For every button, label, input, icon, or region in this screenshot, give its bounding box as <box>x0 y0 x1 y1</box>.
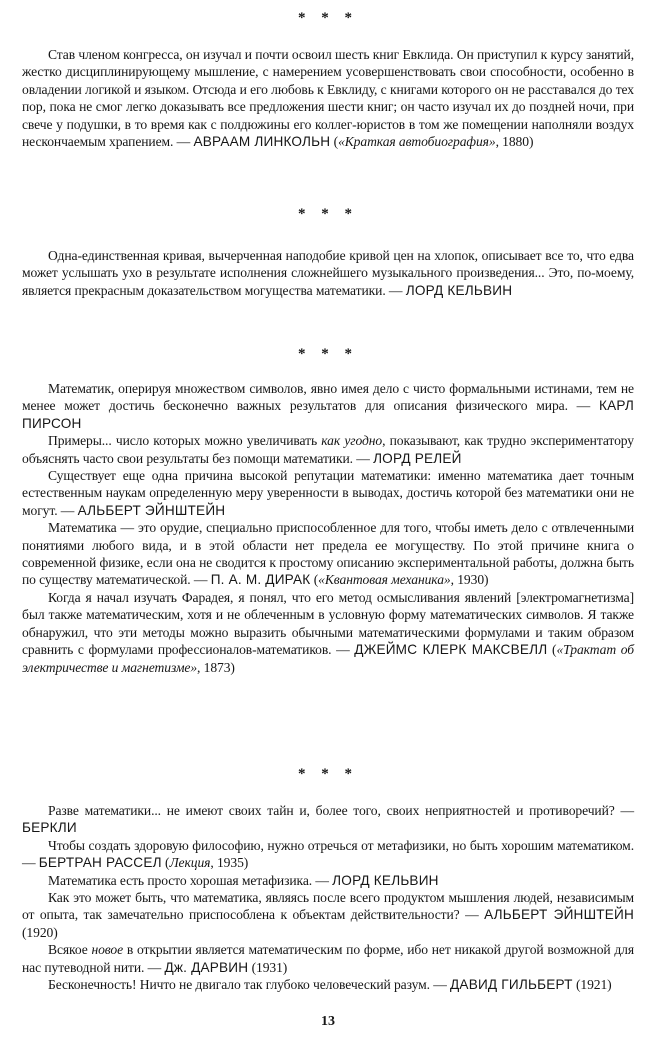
quote-source: Лекция <box>169 855 211 871</box>
quote-author: ЛОРД КЕЛЬВИН <box>405 282 513 298</box>
quote-text: Бесконечность! Ничто не двигало так глубоко человеческий разум. — <box>48 977 451 993</box>
quote-text: Разве математики... не имеют своих тайн и, более того, своих неприятностей и противоречий? — <box>48 803 634 818</box>
quote-section-metaphysics <box>22 802 634 993</box>
quote-author: АЛЬБЕРТ ЭЙНШТЕЙН <box>484 907 634 923</box>
quote-text: Когда я начал изучать Фарадея, я понял, что его метод осмысливания явлений [электромагнетизма] был также математическим, хотя и не облеченным в условную форму математических символов. Я также обнаружил, что эти методы можно выразить обычными математическими формулами и таким образом сравнить с формулами профессионалов-математиков. — <box>22 589 634 658</box>
section-separator: * * * <box>298 766 358 782</box>
quote-section-mathematics <box>22 380 634 676</box>
quote-author: Дж. ДАРВИН <box>164 959 249 975</box>
quote-text: Примеры... число которых можно увеличивать <box>48 433 322 449</box>
page-number: 13 <box>321 1014 335 1029</box>
quote-source: «Краткая автобиография» <box>338 134 496 150</box>
page <box>22 0 634 1052</box>
quote-paragraph: Как это может быть, что математика, являясь после всего продуктом мышления людей, независимым от опыта, так замечательно приспособлена к объектам действительности? — АЛЬБЕРТ ЭЙНШТЕЙН (1920) <box>22 890 634 940</box>
quote-section-lincoln <box>22 46 634 150</box>
quote-paragraph <box>22 432 634 467</box>
quote-emphasis: как угодно <box>321 433 383 449</box>
quote-paragraph: Став членом конгресса, он изучал и почти освоил шесть книг Евклида. Он приступил к курсу занятий, жестко дисциплинирующему мышление, с намерением усовершенствовать свои способности, особенно в овладении логикой и языком. Отсюда и его любовь к Евклиду, с книгами которого он не расставался до тех пор, пока не смог легко доказывать все предложения шести книг; он часто изучал их до поздней ночи, при свече у подушки, в то время как с полдюжины его коллег-юристов в том же помещении наполняли воздух нескончаемым храпением. — АВРААМ ЛИНКОЛЬН («Краткая автобиография», 1880) <box>22 47 634 150</box>
quote-paragraph <box>22 247 634 299</box>
section-separator: * * * <box>298 10 358 26</box>
quote-paragraph <box>22 872 634 889</box>
quote-author: БЕРКЛИ <box>22 820 77 836</box>
quote-text: Как это может быть, что математика, являясь после всего продуктом мышления людей, независимым от опыта, так замечательно приспособлена к объектам действительности? — <box>22 890 634 923</box>
quote-author: КАРЛ ПИРСОН <box>22 398 634 431</box>
quote-text: , показывают, как трудно экспериментатору объяснять часто свои результаты без помощи математики. — <box>22 433 635 466</box>
quote-source: «Трактат об электричестве и магнетизме» <box>22 642 634 675</box>
section-separator: * * * <box>298 346 358 362</box>
quote-text: Одна-единственная кривая, вычерченная наподобие кривой цен на хлопок, описывает все то, что едва может услышать ухо в результате исполнения сложнейшего музыкального произведения... Это, по-моему, является прекрасным доказательством могущества математики. — <box>22 248 634 298</box>
quote-author: ЛОРД КЕЛЬВИН <box>332 872 439 888</box>
quote-author: АВРААМ ЛИНКОЛЬН <box>193 134 331 150</box>
quote-text: в открытии является математическим по форме, ибо нет никакой другой возможной для нас путеводной нити. — <box>22 942 635 975</box>
quote-text: Став членом конгресса, он изучал и почти освоил шесть книг Евклида. Он приступил к курсу занятий, жестко дисциплинирующему мышление, с намерением усовершенствовать свои способности, особенно в овладении логикой и языком. Отсюда и его любовь к Евклиду, с книгами которого он не расставался до тех пор, пока не смог легко доказывать все предложения шести книг; он часто изучал их до поздней ночи, при свече у подушки, в то время как с полдюжины его коллег-юристов в том же помещении наполняли воздух нескончаемым храпением. — <box>22 47 634 150</box>
quote-paragraph: Бесконечность! Ничто не двигало так глубоко человеческий разум. — ДАВИД ГИЛЬБЕРТ (1921) <box>48 977 612 993</box>
quote-section-kelvin <box>22 247 634 299</box>
quote-text: Математика есть просто хорошая метафизика. — <box>48 872 333 888</box>
quote-text: Математика — это орудие, специально приспособленное для того, чтобы иметь дело с отвлеченными понятиями любого вида, и в этой области нет предела ее могуществу. По этой причине книга о современной физике, если она не сводится к простому описанию экспериментальной работы, должна быть по существу математической. — <box>22 520 634 588</box>
quote-emphasis: новое <box>91 942 124 958</box>
quote-source: «Квантовая механика» <box>318 572 451 588</box>
quote-paragraph <box>22 802 634 837</box>
quote-text: Чтобы создать здоровую философию, нужно отречься от метафизики, но быть хорошим математиком. — <box>22 837 634 871</box>
quote-paragraph <box>22 467 634 519</box>
quote-author: ЛОРД РЕЛЕЙ <box>373 450 462 466</box>
quote-text: Математик, оперируя множеством символов, явно имея дело с чисто формальными истинами, тем не менее может достичь бесконечно важных результатов для описания физического мира. — <box>22 381 634 414</box>
quote-author: П. А. М. ДИРАК <box>210 572 311 588</box>
quote-text: Существует еще одна причина высокой репутации математики: именно математика дает точным естественным наукам определенную меру уверенности в выводах, достичь которой без математики они не могут. — <box>22 468 634 518</box>
quote-paragraph: Всякое новое в открытии является математическим по форме, ибо нет никакой другой возможной для нас путеводной нити. — Дж. ДАРВИН (1931) <box>22 942 635 975</box>
quote-paragraph: Математика — это орудие, специально приспособленное для того, чтобы иметь дело с отвлеченными понятиями любого вида, и в этой области нет предела ее могуществу. По этой причине книга о современной физике, если она не сводится к простому описанию экспериментальной работы, должна быть по существу математической. — П. А. М. ДИРАК («Квантовая механика», 1930) <box>22 520 634 588</box>
quote-paragraph: Чтобы создать здоровую философию, нужно отречься от метафизики, но быть хорошим математиком. — БЕРТРАН РАССЕЛ (Лекция, 1935) <box>22 837 634 871</box>
section-separator: * * * <box>298 206 358 222</box>
quote-paragraph <box>22 380 634 432</box>
quote-author: ДЖЕЙМС КЛЕРК МАКСВЕЛЛ <box>354 642 548 658</box>
quote-author: АЛЬБЕРТ ЭЙНШТЕЙН <box>77 502 226 518</box>
quote-author: ДАВИД ГИЛЬБЕРТ <box>450 977 573 993</box>
quote-author: БЕРТРАН РАССЕЛ <box>38 855 162 871</box>
quote-paragraph: Когда я начал изучать Фарадея, я понял, что его метод осмысливания явлений [электромагнетизма] был также математическим, хотя и не облеченным в условную форму математических символов. Я также обнаружил, что эти методы можно выразить обычными математическими формулами и таким образом сравнить с формулами профессионалов-математиков. — ДЖЕЙМС КЛЕРК МАКСВЕЛЛ («Трактат об электричестве и магнетизме», 1873) <box>22 589 634 675</box>
quote-text: Всякое <box>48 942 92 958</box>
